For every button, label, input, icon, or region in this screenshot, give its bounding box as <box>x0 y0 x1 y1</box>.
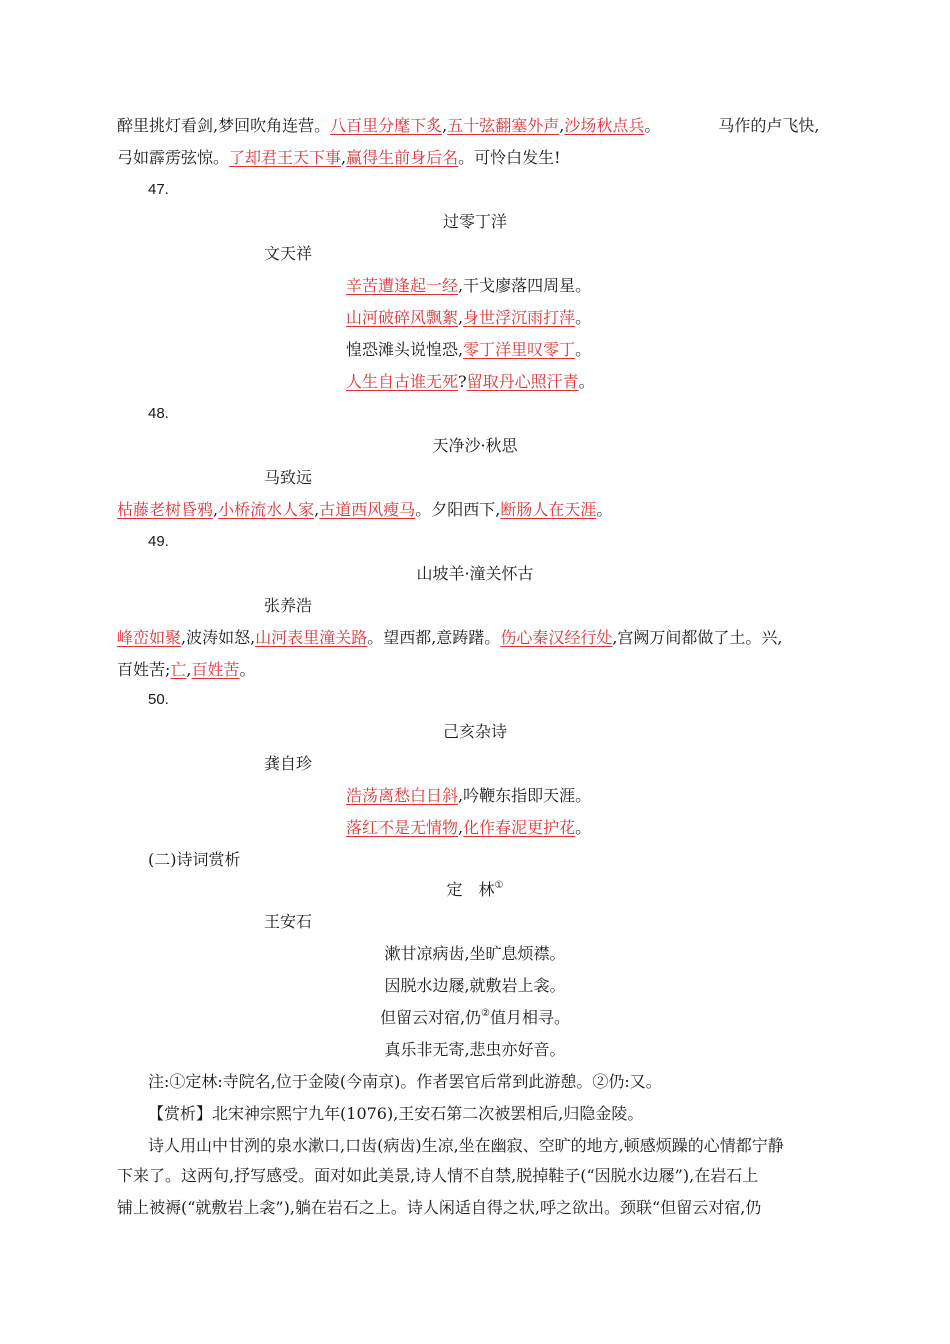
answer: 伤心秦汉经行处 <box>500 628 613 647</box>
answer: 赢得生前身后名 <box>346 148 459 167</box>
verse-47-3 <box>346 340 591 360</box>
answer: 零丁洋里叹零丁 <box>463 340 576 359</box>
answer: 五十弦翻塞外声 <box>447 116 560 135</box>
answer: 亡 <box>170 660 187 679</box>
text: , <box>186 660 192 679</box>
poem-title: 天净沙·秋思 <box>432 436 518 455</box>
answer: 峰峦如聚 <box>117 628 182 647</box>
poem-title: 己亥杂诗 <box>442 722 507 741</box>
text: 值月相寻。 <box>490 1008 571 1027</box>
text: 。 <box>578 372 595 391</box>
text: ,波涛如怒, <box>181 628 256 647</box>
text: , <box>341 148 347 167</box>
poem46-line-1 <box>117 116 819 136</box>
answer: 人生自古谁无死 <box>346 372 459 391</box>
answer: 留取丹心照汗青 <box>466 372 579 391</box>
text: 。 <box>575 818 592 837</box>
answer: 八百里分麾下炙 <box>330 116 443 135</box>
answer: 山河破碎风飘絮 <box>346 308 459 327</box>
text: 。夕阳西下, <box>415 500 501 519</box>
poem-note: 注:①定林:寺院名,位于金陵(今南京)。作者罢官后常到此游憩。②仍:又。 <box>148 1072 662 1091</box>
verse-49-1 <box>117 628 783 648</box>
text: ? <box>458 372 467 391</box>
text: 。可怜白发生! <box>458 148 561 167</box>
poem-author-47: 文天祥 <box>264 244 313 263</box>
question-number-48: 48. <box>148 405 169 422</box>
text: , <box>458 818 464 837</box>
text: 。望西都,意踌躇。 <box>367 628 501 647</box>
text: 北宋神宗熙宁九年(1076),王安石第二次被罢相后,归隐金陵。 <box>212 1104 644 1123</box>
question-number-50: 50. <box>148 691 169 708</box>
poem-author-50: 龚自珍 <box>264 754 313 773</box>
verse-dinglin-2 <box>0 976 950 996</box>
appreciation-para-line-1: 诗人用山中甘洌的泉水漱口,口齿(病齿)生凉,坐在幽寂、空旷的地方,顿感烦躁的心情都宁静 <box>148 1136 784 1155</box>
verse-text: 因脱水边屦,就敷岩上衾。 <box>384 976 566 995</box>
text: 百姓苦; <box>117 660 171 679</box>
poem-author-dinglin: 王安石 <box>264 912 313 931</box>
answer: 古道西风瘦马 <box>319 500 416 519</box>
answer: 身世浮沉雨打萍 <box>463 308 576 327</box>
poem-title-47 <box>0 212 950 232</box>
answer: 小桥流水人家 <box>218 500 315 519</box>
question-number-47: 47. <box>148 181 169 198</box>
text: 。 <box>596 500 613 519</box>
poem-title: 山坡羊·潼关怀古 <box>416 564 534 583</box>
answer: 浩荡离愁白日斜 <box>346 786 459 805</box>
section-heading: (二)诗词赏析 <box>148 850 241 869</box>
answer: 落红不是无情物 <box>346 818 459 837</box>
footnote-marker: ① <box>494 880 504 891</box>
text: , <box>213 500 219 519</box>
appreciation-para-line-3: 铺上被褥(“就敷岩上衾”),躺在岩石之上。诗人闲适自得之状,呼之欲出。颈联“但留云对宿,仍 <box>117 1198 762 1217</box>
poem-title-49 <box>0 564 950 584</box>
answer: 断肠人在天涯 <box>500 500 597 519</box>
poem-author-48: 马致远 <box>264 468 313 487</box>
answer: 沙场秋点兵 <box>564 116 645 135</box>
text: , <box>314 500 320 519</box>
text: 。 <box>575 308 592 327</box>
text: , <box>442 116 448 135</box>
text: , <box>559 116 565 135</box>
verse-47-4 <box>346 372 595 392</box>
poem-author-49: 张养浩 <box>264 596 313 615</box>
text: 。 <box>644 116 661 135</box>
verse-49-2 <box>117 660 256 680</box>
appreciation-para-line-2: 下来了。这两句,抒写感受。面对如此美景,诗人情不自禁,脱掉鞋子(“因脱水边屦”),在岩石上 <box>117 1166 759 1185</box>
text: 弓如霹雳弦惊。 <box>117 148 230 167</box>
text: ,吟鞭东指即天涯。 <box>458 786 592 805</box>
verse-dinglin-1 <box>0 944 950 964</box>
text: 惶恐滩头说惶恐, <box>346 340 464 359</box>
poem-title-48 <box>0 436 950 456</box>
answer: 枯藤老树昏鸦 <box>117 500 214 519</box>
text: 但留云对宿,仍 <box>379 1008 482 1027</box>
text: ,宫阙万间都做了土。兴, <box>612 628 783 647</box>
footnote-marker: ② <box>481 1008 491 1019</box>
verse-50-2 <box>346 818 591 838</box>
verse-text: 真乐非无寄,悲虫亦好音。 <box>384 1040 566 1059</box>
verse-text <box>380 1008 570 1028</box>
verse-50-1 <box>346 786 591 806</box>
verse-dinglin-3 <box>0 1008 950 1028</box>
poem46-line-2 <box>117 148 561 168</box>
text: 醉里挑灯看剑,梦回吹角连营。 <box>117 116 331 135</box>
answer: 山河表里潼关路 <box>255 628 368 647</box>
answer: 辛苦遭逢起一经 <box>346 276 459 295</box>
text: ,干戈廖落四周星。 <box>458 276 592 295</box>
answer: 化作春泥更护花 <box>463 818 576 837</box>
verse-dinglin-4 <box>0 1040 950 1060</box>
text: 马作的卢飞快, <box>718 116 820 135</box>
text: 。 <box>239 660 256 679</box>
poem-title-50 <box>0 722 950 742</box>
answer: 了却君王天下事 <box>229 148 342 167</box>
verse-48 <box>117 500 612 520</box>
verse-47-1 <box>346 276 591 296</box>
verse-47-2 <box>346 308 591 328</box>
poem-title-dinglin <box>0 880 950 900</box>
verse-text: 漱甘凉病齿,坐旷息烦襟。 <box>384 944 566 963</box>
answer: 百姓苦 <box>191 660 240 679</box>
text: , <box>458 308 464 327</box>
poem-title: 过零丁洋 <box>442 212 507 231</box>
text: 。 <box>575 340 592 359</box>
appreciation-intro <box>148 1104 643 1124</box>
poem-title: 定 林 <box>446 880 495 899</box>
question-number-49: 49. <box>148 533 169 550</box>
appreciation-label: 【赏析】 <box>148 1104 213 1123</box>
